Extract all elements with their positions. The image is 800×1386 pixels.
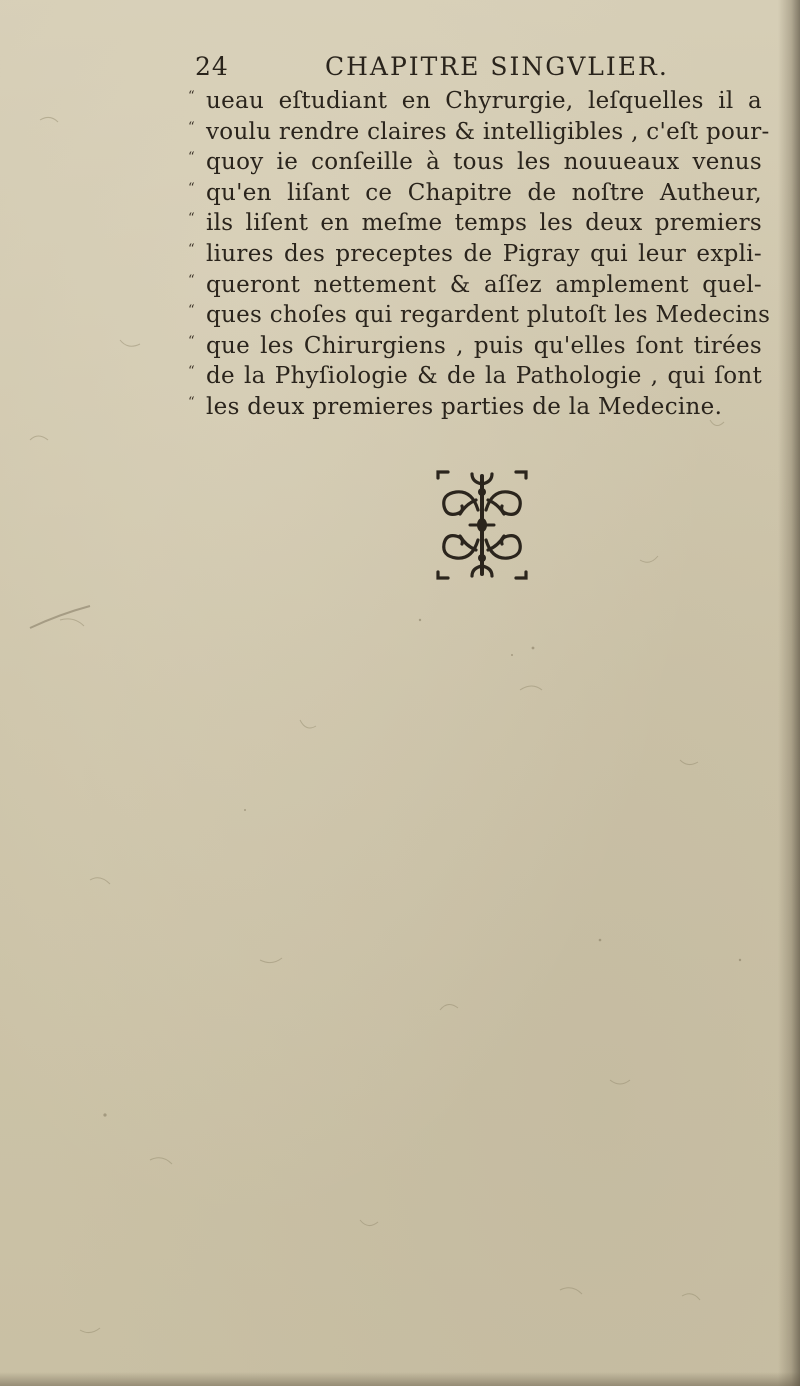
quotation-mark: “ — [188, 241, 195, 257]
quotation-mark: “ — [188, 150, 195, 166]
line-text: de la Phyſiologie & de la Pathologie , qui ſont — [206, 363, 762, 390]
text-line — [188, 300, 771, 331]
quotation-mark: “ — [188, 364, 195, 380]
text-line — [188, 239, 768, 270]
line-text: liures des preceptes de Pigray qui leur expli- — [206, 240, 762, 267]
line-text: les deux premieres parties de la Medecine. — [206, 393, 723, 420]
page-bottom-shadow — [0, 1372, 800, 1386]
line-text: quoy ie conſeille à tous les nouueaux venus — [206, 149, 762, 176]
line-text: ils liſent en meſme temps les deux premiers — [206, 210, 762, 237]
page-header — [195, 52, 765, 88]
line-text: ques choſes qui regardent plutoſt les Medecins — [206, 302, 771, 329]
line-text: qu'en liſant ce Chapitre de noſtre Autheur, — [206, 179, 762, 206]
text-line — [188, 147, 768, 178]
quotation-mark: “ — [188, 272, 195, 288]
line-text: ueau eſtudiant en Chyrurgie, leſquelles il a — [206, 88, 762, 114]
quotation-mark: “ — [188, 180, 195, 196]
quotation-mark: “ — [188, 119, 195, 135]
quotation-mark: “ — [188, 333, 195, 349]
quotation-mark: “ — [188, 394, 195, 410]
body-text — [188, 86, 771, 423]
running-title: CHAPITRE SINGVLIER. — [325, 52, 669, 81]
quotation-mark: “ — [188, 303, 195, 319]
text-line — [188, 178, 768, 209]
text-line — [188, 270, 768, 301]
text-line — [188, 361, 768, 392]
text-line — [188, 208, 768, 239]
quotation-mark: “ — [188, 89, 195, 104]
page-number: 24 — [195, 52, 229, 81]
line-text: queront nettement & aſſez amplement quel- — [206, 271, 762, 298]
text-line — [188, 86, 768, 117]
line-text: que les Chirurgiens , puis qu'elles ſont tirées — [206, 332, 762, 359]
text-line — [188, 117, 768, 148]
quotation-mark: “ — [188, 211, 195, 227]
fleuron-ornament-icon — [432, 470, 532, 580]
text-line — [188, 392, 768, 423]
page-edge-shadow — [778, 0, 800, 1386]
text-line — [188, 331, 768, 362]
line-text: voulu rendre claires & intelligibles , c'eſt pour- — [206, 118, 770, 145]
